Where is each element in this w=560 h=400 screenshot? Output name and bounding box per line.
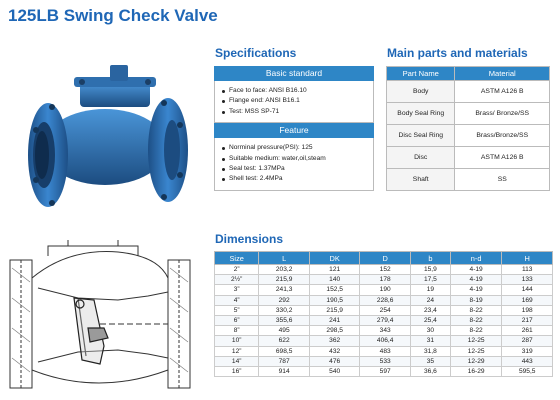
table-cell: 597 [360,366,411,376]
specifications-heading: Specifications [215,46,297,60]
table-cell: 595,5 [502,366,553,376]
table-row [387,169,550,191]
table-cell: 241 [309,315,360,325]
table-cell: 215,9 [259,275,310,285]
table-cell: 16” [215,366,259,376]
table-cell: 140 [309,275,360,285]
table-cell: 152 [360,265,411,275]
table-cell: 24 [410,295,450,305]
table-cell: 443 [502,356,553,366]
table-cell: 190 [360,285,411,295]
table-cell: 914 [259,366,310,376]
table-cell: 16-29 [450,366,502,376]
table-cell: Disc Seal Ring [387,125,455,147]
table-cell: 406,4 [360,336,411,346]
table-cell: 298,5 [309,326,360,336]
list-item: Suitable medium: water,oil,steam [229,154,368,164]
table-cell: Body [387,81,455,103]
table-cell: 319 [502,346,553,356]
table-row [215,305,553,315]
table-cell: 190,5 [309,295,360,305]
table-cell: 254 [360,305,411,315]
table-cell: 476 [309,356,360,366]
column-header: Size [215,252,259,265]
list-item: Norminal pressure(PSI): 125 [229,143,368,153]
basic-standard-list [214,81,374,123]
table-cell: 36,6 [410,366,450,376]
table-cell: Disc [387,147,455,169]
column-header: DK [309,252,360,265]
table-cell: 169 [502,295,553,305]
table-row [215,265,553,275]
table-cell: 198 [502,305,553,315]
table-cell: 14” [215,356,259,366]
table-cell: 4-19 [450,265,502,275]
table-cell: SS [455,169,550,191]
dimensions-body [215,265,553,377]
column-header: H [502,252,553,265]
table-cell: 113 [502,265,553,275]
valve-section-drawing [8,238,196,396]
table-row [387,103,550,125]
table-cell: 228,6 [360,295,411,305]
table-cell: 31,8 [410,346,450,356]
table-cell: 355,6 [259,315,310,325]
table-row [387,81,550,103]
table-cell: ASTM A126 B [455,81,550,103]
table-cell: 8” [215,326,259,336]
table-cell: 23,4 [410,305,450,315]
page-title: 125LB Swing Check Valve [8,6,218,25]
table-cell: 31 [410,336,450,346]
table-cell: 343 [360,326,411,336]
table-row [215,315,553,325]
column-header: Part Name [387,67,455,81]
table-cell: 362 [309,336,360,346]
parts-table [386,66,550,191]
table-cell: 30 [410,326,450,336]
table-row [215,275,553,285]
table-row [215,356,553,366]
dimensions-heading: Dimensions [215,232,284,246]
table-cell: 241,3 [259,285,310,295]
table-cell: 152,5 [309,285,360,295]
feature-band: Feature [214,123,374,138]
column-header: b [410,252,450,265]
table-cell: 292 [259,295,310,305]
table-cell: 121 [309,265,360,275]
table-cell: 330,2 [259,305,310,315]
table-cell: 8-22 [450,326,502,336]
table-cell: 12” [215,346,259,356]
table-cell: 203,2 [259,265,310,275]
table-cell: Body Seal Ring [387,103,455,125]
table-cell: 483 [360,346,411,356]
table-cell: 19 [410,285,450,295]
list-item: Test: MSS SP-71 [229,107,368,117]
table-cell: 787 [259,356,310,366]
table-cell: 2½” [215,275,259,285]
table-cell: 133 [502,275,553,285]
table-row [215,326,553,336]
table-row [215,366,553,376]
column-header: D [360,252,411,265]
table-cell: 5” [215,305,259,315]
column-header: n-d [450,252,502,265]
table-cell: 287 [502,336,553,346]
table-cell: Shaft [387,169,455,191]
feature-list [214,138,374,191]
list-item: Shell test: 2.4MPa [229,174,368,184]
table-cell: 261 [502,326,553,336]
table-row [215,285,553,295]
table-cell: 8-22 [450,305,502,315]
table-cell: 540 [309,366,360,376]
specifications-panel [214,66,374,191]
table-cell: 2” [215,265,259,275]
table-row [215,295,553,305]
table-cell: 35 [410,356,450,366]
table-cell: 15,9 [410,265,450,275]
table-cell: ASTM A126 B [455,147,550,169]
table-cell: 25,4 [410,315,450,325]
valve-photo [10,55,210,220]
basic-standard-band: Basic standard [214,66,374,81]
table-cell: 12-25 [450,336,502,346]
table-cell: 4” [215,295,259,305]
table-cell: 215,9 [309,305,360,315]
table-row [387,147,550,169]
table-cell: 178 [360,275,411,285]
table-cell: 8-22 [450,315,502,325]
table-cell: 12-29 [450,356,502,366]
table-cell: 10” [215,336,259,346]
table-cell: 17,5 [410,275,450,285]
table-cell: 432 [309,346,360,356]
table-cell: 279,4 [360,315,411,325]
table-cell: 144 [502,285,553,295]
list-item: Flange end: ANSI B16.1 [229,96,368,106]
table-cell: 3” [215,285,259,295]
table-row [387,125,550,147]
table-cell: 698,5 [259,346,310,356]
table-cell: 495 [259,326,310,336]
dimensions-table [214,251,553,377]
parts-heading: Main parts and materials [387,46,528,60]
list-item: Face to face: ANSI B16.10 [229,86,368,96]
table-cell: 4-19 [450,285,502,295]
table-cell: 622 [259,336,310,346]
table-cell: Brass/Bronze/SS [455,125,550,147]
table-row [215,346,553,356]
column-header: Material [455,67,550,81]
table-row [215,336,553,346]
column-header: L [259,252,310,265]
table-cell: 6” [215,315,259,325]
table-cell: 8-19 [450,295,502,305]
table-cell: Brass/ Bronze/SS [455,103,550,125]
table-cell: 533 [360,356,411,366]
table-cell: 4-19 [450,275,502,285]
list-item: Seal test: 1.37MPa [229,164,368,174]
table-cell: 217 [502,315,553,325]
table-cell: 12-25 [450,346,502,356]
